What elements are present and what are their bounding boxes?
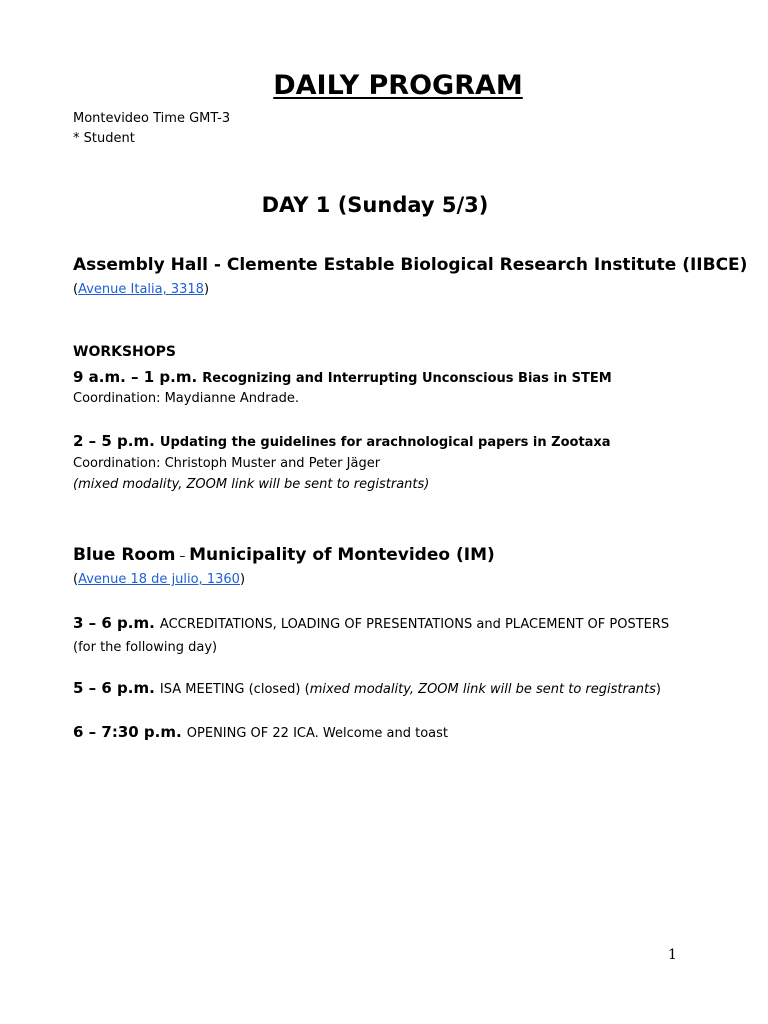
day-heading: DAY 1 (Sunday 5/3) — [261, 193, 489, 217]
venue-blue-room — [73, 545, 495, 565]
workshop-item — [73, 367, 612, 386]
venue-assembly-hall-address-line — [73, 282, 209, 297]
venue-dash: – — [175, 549, 190, 563]
event-text — [160, 682, 661, 697]
workshop-coordination: Coordination: Christoph Muster and Peter Jäger — [73, 456, 381, 471]
venue-assembly-hall: Assembly Hall - Clemente Estable Biological Research Institute (IIBCE) — [73, 255, 748, 275]
workshops-heading: WORKSHOPS — [73, 344, 177, 360]
event-text-before: ISA MEETING (closed) ( — [159, 682, 310, 697]
event-time: 6 – 7:30 p.m. — [73, 723, 182, 741]
event-time: 5 – 6 p.m. — [73, 679, 155, 697]
event-text: ACCREDITATIONS, LOADING OF PRESENTATIONS and PLACEMENT OF POSTERS (for the following day) — [73, 617, 670, 655]
address-link-18-de-julio[interactable]: Avenue 18 de julio, 1360 — [78, 572, 240, 587]
event-item — [73, 612, 683, 658]
workshop-modality-note: (mixed modality, ZOOM link will be sent to registrants) — [73, 477, 430, 492]
workshop-coordination: Coordination: Maydianne Andrade. — [73, 391, 299, 406]
address-link-avenue-italia[interactable]: Avenue Italia, 3318 — [78, 282, 204, 297]
paren-open: ( — [73, 572, 79, 587]
event-text: OPENING OF 22 ICA. Welcome and toast — [186, 726, 448, 741]
workshop-time: 9 a.m. – 1 p.m. — [73, 368, 198, 386]
timezone-note: Montevideo Time GMT-3 — [73, 111, 231, 126]
workshop-item — [73, 431, 611, 450]
event-text-italic: mixed modality, ZOOM link will be sent to registrants — [309, 682, 656, 697]
venue-blue-room-address-line — [73, 572, 245, 587]
paren-open: ( — [73, 282, 79, 297]
event-time: 3 – 6 p.m. — [73, 614, 155, 632]
event-text-after: ) — [655, 682, 661, 697]
event-item — [73, 722, 448, 741]
paren-close: ) — [203, 282, 210, 297]
workshop-title: Recognizing and Interrupting Unconscious Bias in STEM — [202, 371, 612, 386]
student-note: * Student — [73, 131, 135, 146]
document-title: DAILY PROGRAM — [273, 70, 523, 101]
venue-name-part1: Blue Room — [73, 545, 176, 565]
workshop-time: 2 – 5 p.m. — [73, 432, 155, 450]
venue-name-part2: Municipality of Montevideo (IM) — [189, 545, 495, 565]
paren-close: ) — [239, 572, 246, 587]
event-item — [73, 678, 661, 697]
page-number: 1 — [668, 947, 677, 963]
workshop-title: Updating the guidelines for arachnological papers in Zootaxa — [159, 435, 611, 450]
